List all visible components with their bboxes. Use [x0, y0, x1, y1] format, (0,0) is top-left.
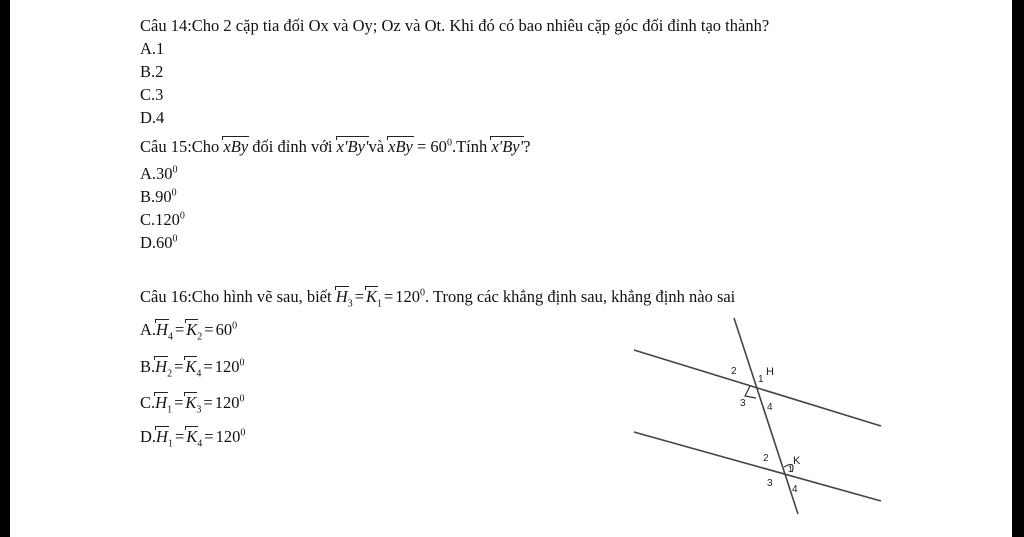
parallel-line-bottom: [634, 432, 881, 501]
q15-angle-3: xBy: [388, 137, 413, 156]
q15-option-d: $D.60^0$: [140, 233, 178, 252]
q16-option-c: C. $H_1$ = $K_3 = 120^0$: [140, 393, 245, 416]
k-angle-label-4: 4: [792, 484, 798, 495]
q15-text-va: và: [368, 137, 385, 156]
q16-prefix: Câu 16:Cho hình vẽ sau, biết: [140, 287, 332, 306]
k-angle-label-3: 3: [767, 478, 773, 489]
q15-angle-4: x'By': [491, 137, 524, 156]
q15-angle-2: x'By': [336, 137, 369, 156]
q16-given-angle-k: K: [365, 287, 377, 306]
q14-stem: Câu 14:Cho 2 cặp tia đối Ox và Oy; Oz và Ot. Khi đó có bao nhiêu cặp góc đối đỉnh tạo thành?: [140, 16, 770, 35]
parallel-line-top: [634, 350, 881, 426]
q15-prefix: Câu 15:Cho: [140, 137, 220, 156]
point-label-k: K: [793, 455, 801, 467]
transversal-line: [734, 318, 798, 514]
window-edge-right: [1012, 0, 1024, 537]
q15-value: = 60: [417, 137, 447, 156]
k-angle-label-1: 1: [788, 464, 794, 474]
k-angle-label-2: 2: [763, 453, 769, 464]
h-angle-label-3: 3: [740, 398, 746, 409]
h-angle-label-2: 2: [731, 366, 737, 377]
q14-option-b: B.2: [140, 62, 164, 81]
q16-suffix: . Trong các khẳng định sau, khẳng định nào sai: [425, 287, 736, 306]
q16-given-value: 120: [395, 287, 421, 306]
q16-given-angle-h: H: [335, 287, 348, 306]
q15-question-mark: ?: [523, 137, 531, 156]
point-label-h: H: [766, 366, 774, 378]
q15-degree: 0: [446, 137, 452, 149]
q16-stem: Câu 16:Cho hình vẽ sau, biết $H_3$ = $K_1 = 120^0$. Trong các khẳng định sau, khẳng định nào sai: [140, 287, 736, 310]
q16-option-d: D. $H_1$ = $K_4 = 120^0$: [140, 427, 246, 450]
q14-option-d: D.4: [140, 108, 165, 127]
geometry-figure: [600, 310, 900, 520]
window-edge-left: [0, 0, 10, 537]
q15-text-doi-dinh: đối đỉnh với: [252, 137, 333, 156]
h-angle-label-4: 4: [767, 402, 773, 413]
q14-option-a: A.1: [140, 39, 165, 58]
q15-option-a: $A.30^0$: [140, 164, 178, 183]
q15-option-c: C.120$^0$: [140, 210, 185, 229]
q15-text-tinh: .Tính: [451, 137, 488, 156]
q14-option-c: C.3: [140, 85, 164, 104]
h-angle-label-1: 1: [758, 374, 764, 385]
q16-option-a: A. $H_4$ = $K_2 = 60^0$: [140, 320, 238, 343]
q15-option-b: $B.90^0$: [140, 187, 177, 206]
q15-stem: [140, 137, 530, 157]
q16-option-b: B. $H_2$ = $K_4 = 120^0$: [140, 357, 245, 380]
q15-angle-1: xBy: [223, 137, 249, 156]
